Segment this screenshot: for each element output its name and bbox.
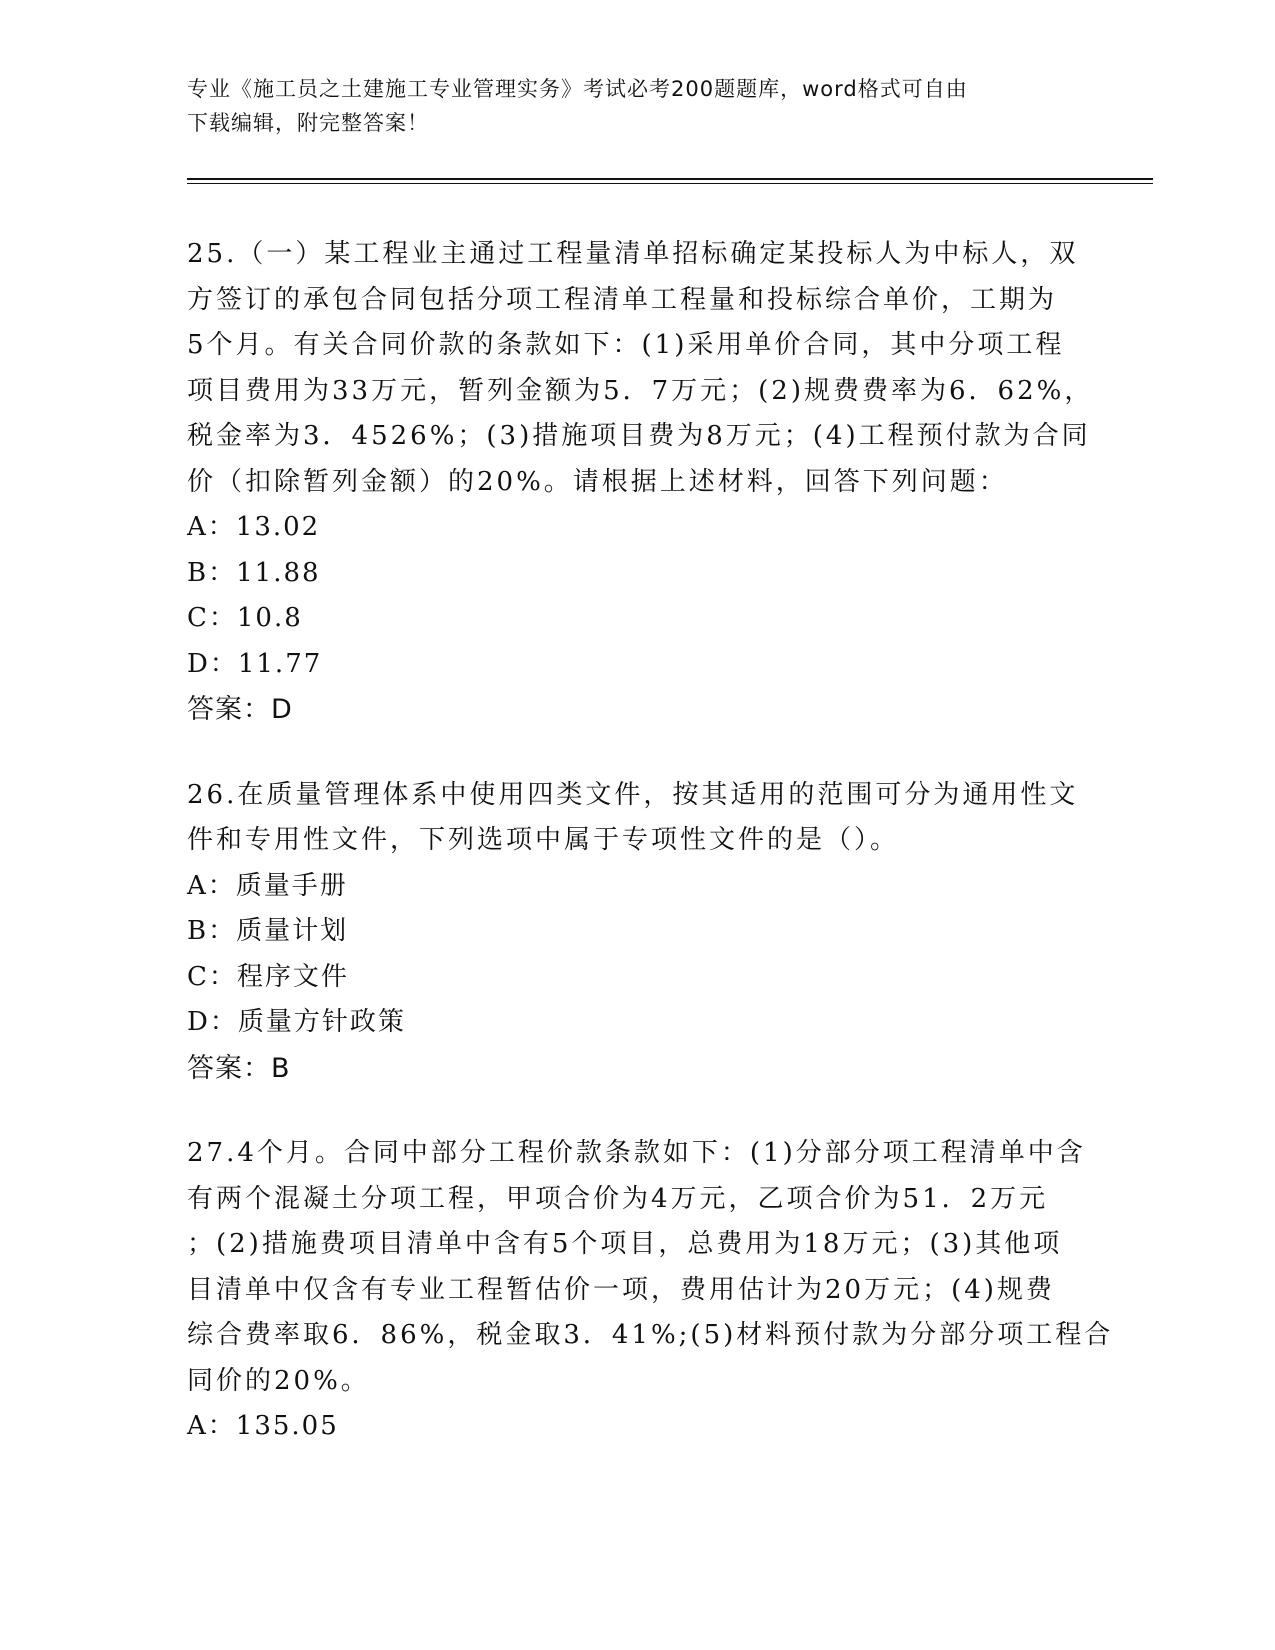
- option-a: A：135.05: [187, 1411, 339, 1441]
- option-c: C：程序文件: [187, 961, 349, 992]
- question-text-line: 26.在质量管理体系中使用四类文件，按其适用的范围可分为通用性文: [187, 779, 1079, 810]
- question-25: [187, 232, 1094, 733]
- header-title-line-1: 专业《施工员之土建施工专业管理实务》考试必考200题题库，word格式可自由: [187, 77, 968, 101]
- question-text-line: 方签订的承包合同包括分项工程清单工程量和投标综合单价，工期为: [187, 284, 1058, 315]
- question-text-line: 有两个混凝土分项工程，甲项合价为4万元，乙项合价为51．2万元: [187, 1183, 1049, 1214]
- answer-label: 答案：D: [187, 694, 293, 725]
- answer-label: 答案：B: [187, 1052, 291, 1084]
- question-text-line: 目清单中仅含有专业工程暂估价一项，费用估计为20万元；(4)规费: [187, 1274, 1055, 1305]
- question-text-line: 综合费率取6．86%，税金取3．41%;(5)材料预付款为分部分项工程合: [187, 1320, 1114, 1350]
- question-27: [187, 1131, 1114, 1450]
- document-header: [187, 72, 1087, 140]
- option-d: D：11.77: [187, 648, 323, 679]
- question-text-line: ；(2)措施费项目清单中含有5个项目，总费用为18万元；(3)其他项: [187, 1229, 1063, 1259]
- option-b: B：质量计划: [187, 916, 349, 946]
- question-text-line: 同价的20%。: [187, 1365, 370, 1396]
- header-divider-thin: [187, 183, 1153, 184]
- header-divider-thick: [187, 178, 1153, 180]
- question-26: [187, 773, 1087, 1092]
- option-a: A：13.02: [187, 512, 321, 542]
- question-text-line: 项目费用为33万元，暂列金额为5．7万元；(2)规费费率为6．62%，: [187, 375, 1094, 406]
- option-b: B：11.88: [187, 557, 321, 588]
- header-title-line-2: 下载编辑，附完整答案！: [187, 111, 429, 135]
- question-text-line: 25.（一）某工程业主通过工程量清单招标确定某投标人为中标人，双: [187, 239, 1079, 269]
- question-text-line: 税金率为3．4526%；(3)措施项目费为8万元；(4)工程预付款为合同: [187, 421, 1091, 451]
- question-text-line: 5个月。有关合同价款的条款如下：(1)采用单价合同，其中分项工程: [187, 330, 1065, 360]
- question-list: [187, 232, 1114, 1450]
- question-text-line: 件和专用性文件，下列选项中属于专项性文件的是（）。: [187, 825, 900, 855]
- option-d: D：质量方针政策: [187, 1007, 406, 1037]
- question-text-line: 价（扣除暂列金额）的20%。请根据上述材料，回答下列问题：: [187, 466, 1008, 497]
- option-a: A：质量手册: [187, 870, 348, 901]
- question-text-line: 27.4个月。合同中部分工程价款条款如下：(1)分部分项工程清单中含: [187, 1138, 1086, 1168]
- option-c: C：10.8: [187, 603, 303, 633]
